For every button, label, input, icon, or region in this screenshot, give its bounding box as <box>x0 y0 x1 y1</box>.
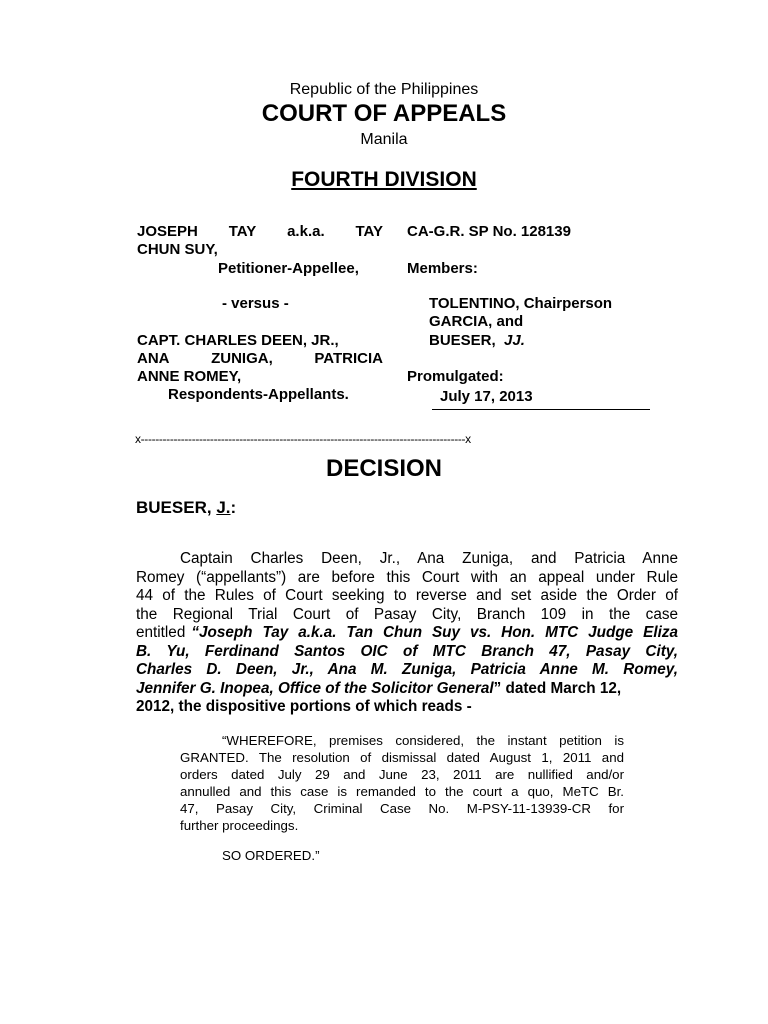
respondent-role: Respondents-Appellants. <box>168 386 349 403</box>
member-suffix: JJ. <box>504 332 525 349</box>
case-title-italic: Charles D. Deen, Jr., Ana M. Zuniga, Patricia Anne M. Romey, <box>136 661 678 678</box>
paragraph-line: 2012, the dispositive portions of which reads - <box>136 698 472 715</box>
case-title-italic: “Joseph Tay a.k.a. Tan Chun Suy vs. Hon. MTC Judge Eliza <box>191 624 678 641</box>
respondent-word: ANA <box>137 350 170 367</box>
division-title: FOURTH DIVISION <box>291 168 477 191</box>
quote-line: “WHEREFORE, premises considered, the instant petition is <box>222 733 624 748</box>
respondent-name-line1: CAPT. CHARLES DEEN, JR., <box>137 332 339 349</box>
respondent-word: PATRICIA <box>314 350 383 367</box>
member-bueser <box>429 332 525 349</box>
versus-label: - versus - <box>222 295 289 312</box>
paragraph-text: ” dated March 12, <box>493 680 622 697</box>
ponente-j: J. <box>216 498 231 517</box>
members-label: Members: <box>407 260 478 277</box>
quote-line: annulled and this case is remanded to the court a quo, MeTC Br. <box>180 784 624 799</box>
promulgated-label: Promulgated: <box>407 368 504 385</box>
paragraph-text: entitled <box>136 624 186 641</box>
paragraph-line: Captain Charles Deen, Jr., Ana Zuniga, and Patricia Anne <box>180 550 678 567</box>
petitioner-word: JOSEPH <box>137 223 198 240</box>
member-tolentino <box>429 295 612 312</box>
member-name: BUESER, <box>429 332 496 349</box>
petitioner-name-line1 <box>137 223 383 240</box>
respondent-name-line3: ANNE ROMEY, <box>137 368 242 385</box>
quote-line: 47, Pasay City, Criminal Case No. M-PSY-11-13939-CR for <box>180 801 624 816</box>
ponente-name: BUESER, <box>136 498 212 517</box>
paragraph-line: 44 of the Rules of Court seeking to reverse and set aside the Order of <box>136 587 678 604</box>
petitioner-word: a.k.a. <box>287 223 325 240</box>
paragraph-line: Romey (“appellants”) are before this Court with an appeal under Rule <box>136 569 678 586</box>
petitioner-role: Petitioner-Appellee, <box>218 260 359 277</box>
member-name: TOLENTINO <box>429 295 516 312</box>
quote-line: GRANTED. The resolution of dismissal dated August 1, 2011 and <box>180 750 624 765</box>
paragraph-line <box>136 680 678 698</box>
ponente-line <box>136 498 236 518</box>
case-title-italic: B. Yu, Ferdinand Santos OIC of MTC Branch 47, Pasay City, <box>136 643 678 660</box>
court-name: COURT OF APPEALS <box>261 100 507 127</box>
petitioner-word: TAY <box>228 223 257 240</box>
decision-title: DECISION <box>325 455 442 482</box>
petitioner-name-line2: CHUN SUY, <box>137 241 218 258</box>
promulgated-date: July 17, 2013 <box>440 388 533 405</box>
promulgated-underline <box>432 409 650 410</box>
paragraph-line: the Regional Trial Court of Pasay City, Branch 109 in the case <box>136 606 678 623</box>
ponente-colon: : <box>230 498 237 517</box>
quote-line: further proceedings. <box>180 818 299 833</box>
case-number: CA-G.R. SP No. 128139 <box>407 223 571 240</box>
republic-heading: Republic of the Philippines <box>289 81 479 98</box>
respondent-word: ZUNIGA, <box>211 350 273 367</box>
member-role: , Chairperson <box>515 295 613 312</box>
respondent-name-line2 <box>137 350 383 367</box>
court-city: Manila <box>360 131 408 148</box>
quote-line: orders dated July 29 and June 23, 2011 are nullified and/or <box>180 767 624 782</box>
petitioner-word: TAY <box>355 223 383 240</box>
case-title-italic: Jennifer G. Inopea, Office of the Solicitor General <box>136 680 494 697</box>
member-garcia: GARCIA, and <box>429 313 524 330</box>
separator-line: x-----------------------------------------------------------------------------------------x <box>135 432 471 446</box>
paragraph-line <box>136 624 678 642</box>
quote-closing: SO ORDERED.” <box>222 848 320 863</box>
